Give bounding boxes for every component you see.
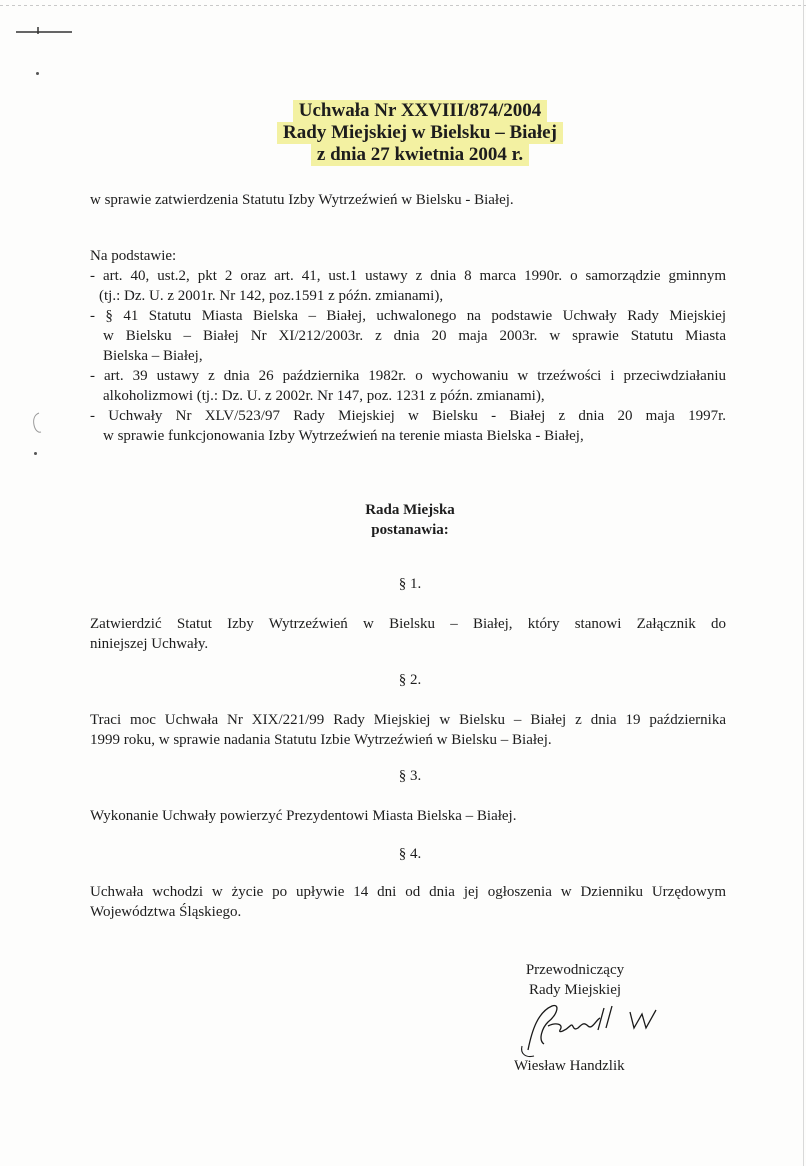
section-mark: § 4. (398, 846, 422, 862)
basis-intro: Na podstawie: (90, 248, 177, 264)
basis-item-line: w Bielsku – Białej Nr XI/212/2003r. z dnia 20 maja 2003r. w sprawie Statutu Miasta (103, 328, 726, 344)
scan-edge-top (0, 5, 806, 6)
section-mark: § 3. (398, 768, 422, 784)
section-mark: § 1. (398, 576, 422, 592)
scan-edge-right (803, 0, 804, 1166)
section-text-line: Wykonanie Uchwały powierzyć Prezydentowi Miasta Bielska – Białej. (90, 808, 517, 824)
section-mark: § 2. (398, 672, 422, 688)
handwritten-signature-icon (508, 1000, 688, 1060)
title-line-date: z dnia 27 kwietnia 2004 r. (311, 144, 529, 166)
resolution-title (220, 100, 620, 166)
signatory-council: Rady Miejskiej (528, 982, 622, 998)
scan-speck (34, 452, 37, 455)
basis-item-line: - art. 40, ust.2, pkt 2 oraz art. 41, ust.1 ustawy z dnia 8 marca 1990r. o samorządzie gminnym (90, 268, 726, 284)
basis-item-line: (tj.: Dz. U. z 2001r. Nr 142, poz.1591 z późn. zmianami), (99, 288, 444, 304)
basis-item-line: alkoholizmowi (tj.: Dz. U. z 2002r. Nr 147, poz. 1231 z późn. zmianami), (103, 388, 545, 404)
section-text-line: Województwa Śląskiego. (90, 904, 242, 920)
council-heading: Rada Miejska (365, 502, 455, 518)
resolution-subject: w sprawie zatwierdzenia Statutu Izby Wytrzeźwień w Bielsku - Białej. (90, 192, 514, 208)
basis-item-line: - art. 39 ustawy z dnia 26 października 1982r. o wychowaniu w trzeźwości i przeciwdziałaniu (90, 368, 726, 384)
signatory-name: Wiesław Handzlik (514, 1058, 625, 1074)
section-text-line: Zatwierdzić Statut Izby Wytrzeźwień w Bielsku – Białej, który stanowi Załącznik do (90, 616, 726, 632)
section-text-line: Traci moc Uchwała Nr XIX/221/99 Rady Miejskiej w Bielsku – Białej z dnia 19 października (90, 712, 726, 728)
scan-speck (36, 72, 39, 75)
section-text-line: 1999 roku, w sprawie nadania Statutu Izbie Wytrzeźwień w Bielsku – Białej. (90, 732, 552, 748)
signatory-role: Przewodniczący (525, 962, 625, 978)
basis-item-line: - Uchwały Nr XLV/523/97 Rady Miejskiej w Bielsku - Białej z dnia 20 maja 1997r. (90, 408, 726, 424)
basis-item-line: Bielska – Białej, (103, 348, 203, 364)
title-line-number: Uchwała Nr XXVIII/874/2004 (293, 100, 547, 122)
section-text-line: niniejszej Uchwały. (90, 636, 209, 652)
resolves-heading: postanawia: (371, 522, 449, 538)
corner-mark-icon (16, 26, 72, 36)
section-text-line: Uchwała wchodzi w życie po upływie 14 dni od dnia jej ogłoszenia w Dzienniku Urzędowym (90, 884, 726, 900)
basis-item-line: - § 41 Statutu Miasta Bielska – Białej, uchwalonego na podstawie Uchwały Rady Miejskiej (90, 308, 726, 324)
basis-item-line: w sprawie funkcjonowania Izby Wytrzeźwień na terenie miasta Bielska - Białej, (103, 428, 584, 444)
punch-hole-icon (32, 412, 46, 434)
title-line-council: Rady Miejskiej w Bielsku – Białej (277, 122, 563, 144)
